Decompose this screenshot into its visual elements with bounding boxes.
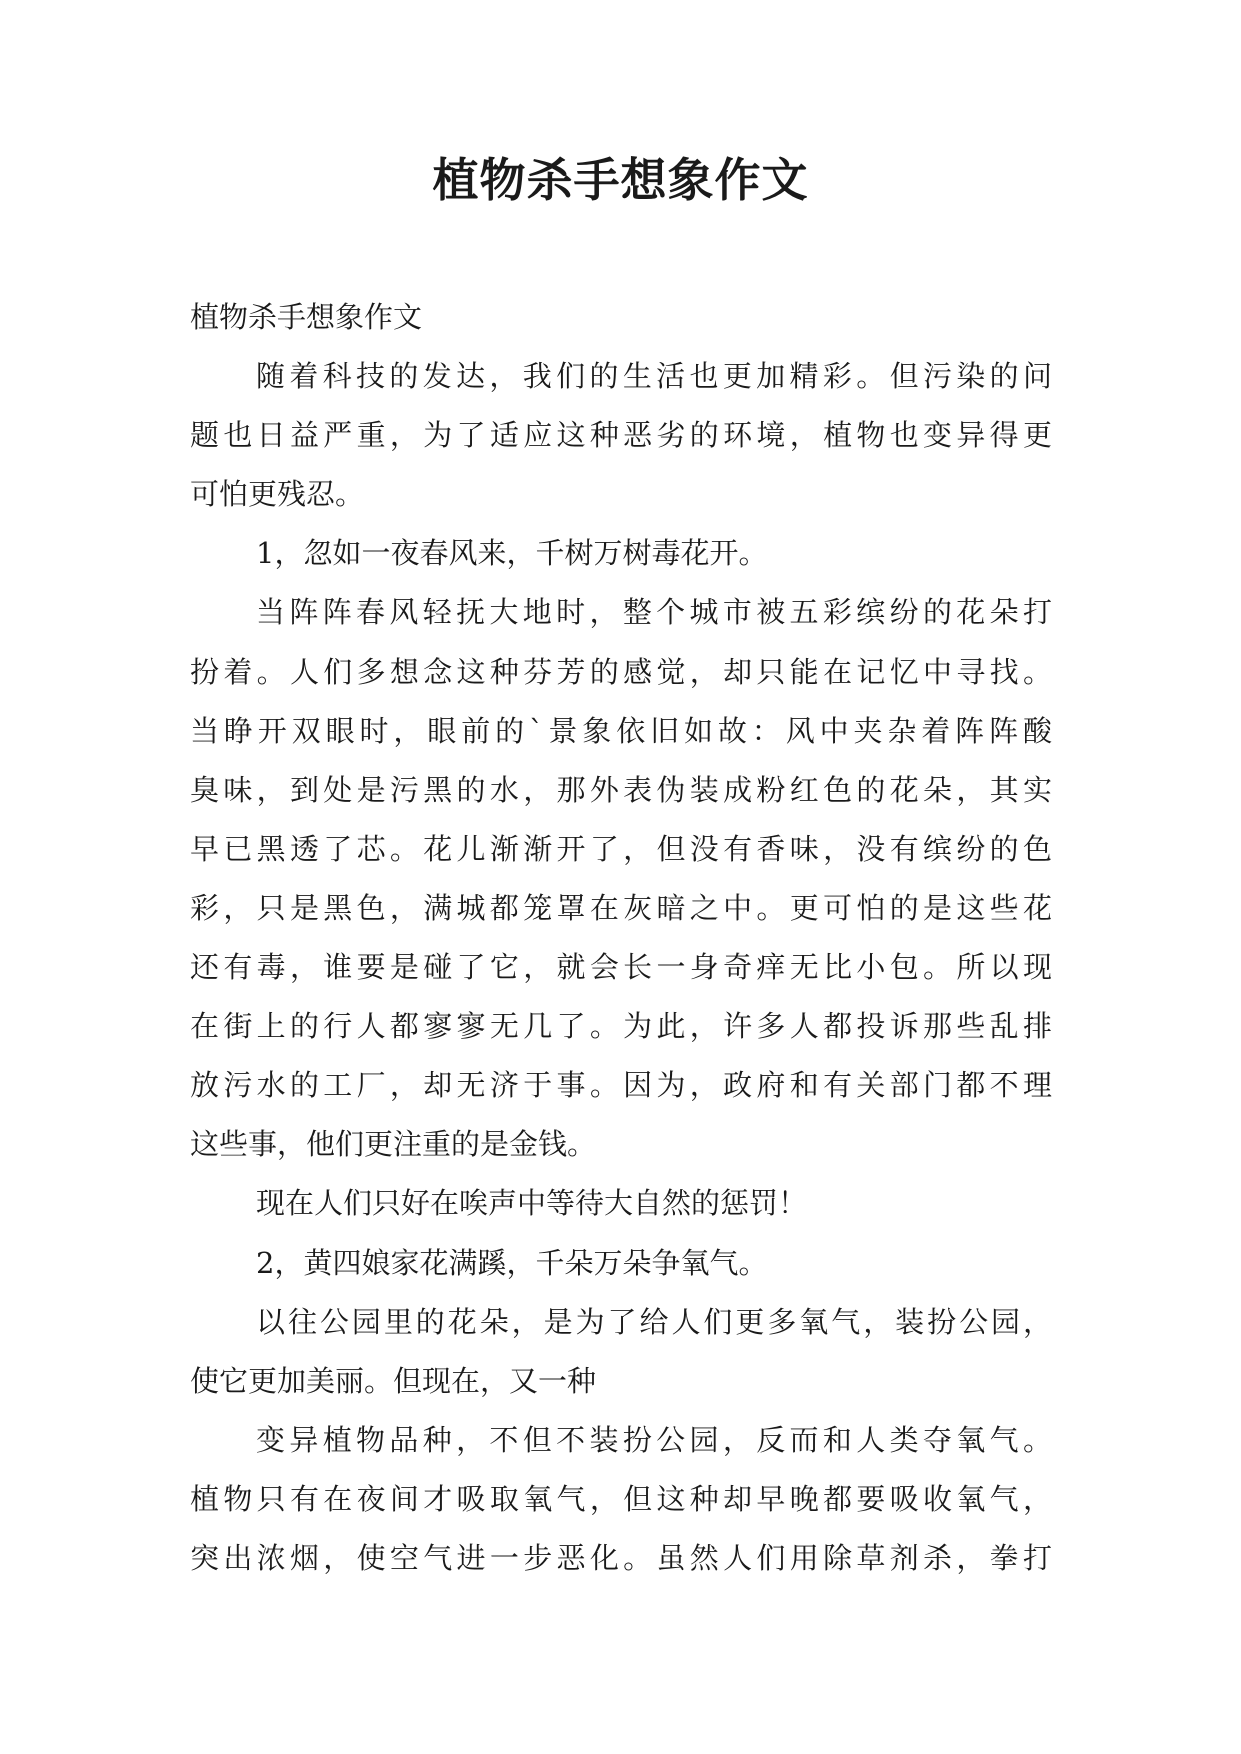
text-line: 题也日益严重，为了适应这种恶劣的环境，植物也变异得更 <box>190 418 1052 453</box>
text-line: 以往公园里的花朵，是为了给人们更多氧气，装扮公园， <box>256 1304 1052 1339</box>
text-line: 1，忽如一夜春风来，千树万树毒花开。 <box>256 536 768 571</box>
text-line: 臭味，到处是污黑的水，那外表伪装成粉红色的花朵，其实 <box>190 772 1052 807</box>
text-line: 还有毒，谁要是碰了它，就会长一身奇痒无比小包。所以现 <box>190 950 1052 985</box>
text-line: 使它更加美丽。但现在，又一种 <box>190 1363 597 1398</box>
document-body <box>190 288 1052 1588</box>
text-line: 早已黑透了芯。花儿渐渐开了，但没有香味，没有缤纷的色 <box>190 831 1052 866</box>
text-line: 在街上的行人都寥寥无几了。为此，许多人都投诉那些乱排 <box>190 1009 1052 1044</box>
text-line: 彩，只是黑色，满城都笼罩在灰暗之中。更可怕的是这些花 <box>190 890 1052 925</box>
text-line: 突出浓烟，使空气进一步恶化。虽然人们用除草剂杀，拳打 <box>190 1540 1052 1575</box>
text-line: 随着科技的发达，我们的生活也更加精彩。但污染的问 <box>256 359 1052 394</box>
document-title: 植物杀手想象作文 <box>432 153 809 207</box>
text-line: 变异植物品种，不但不装扮公园，反而和人类夺氧气。 <box>256 1422 1052 1457</box>
text-line: 现在人们只好在唉声中等待大自然的惩罚！ <box>256 1186 808 1221</box>
text-line: 植物杀手想象作文 <box>190 300 423 334</box>
text-line: 扮着。人们多想念这种芬芳的感觉，却只能在记忆中寻找。 <box>190 654 1052 689</box>
text-line: 2，黄四娘家花满蹊，千朵万朵争氧气。 <box>256 1245 768 1280</box>
text-line: 可怕更残忍。 <box>190 477 365 512</box>
text-line: 这些事，他们更注重的是金钱。 <box>190 1127 597 1162</box>
text-line: 植物只有在夜间才吸取氧气，但这种却早晚都要吸收氧气， <box>190 1481 1052 1516</box>
text-line: 当阵阵春风轻抚大地时，整个城市被五彩缤纷的花朵打 <box>256 595 1052 630</box>
text-line: 放污水的工厂，却无济于事。因为，政府和有关部门都不理 <box>190 1068 1052 1103</box>
text-line: 当睁开双眼时，眼前的`景象依旧如故：风中夹杂着阵阵酸 <box>190 713 1052 748</box>
